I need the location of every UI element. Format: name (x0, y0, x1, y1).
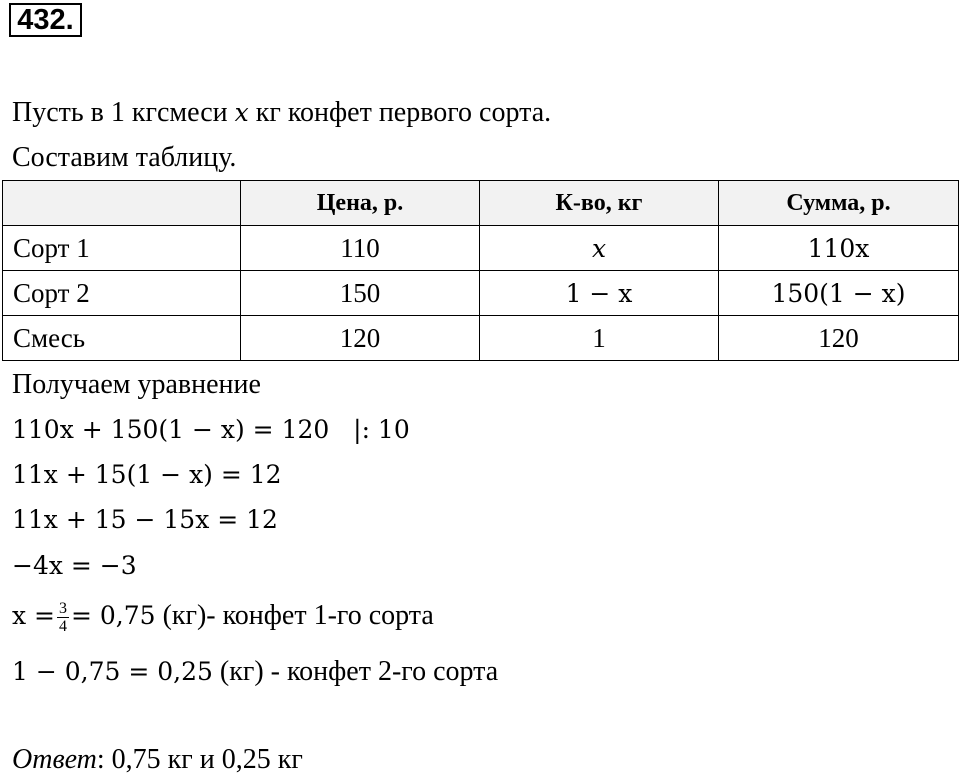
row-name: Смесь (3, 316, 241, 361)
row-sum: 120 (719, 316, 959, 361)
table-header-price: Цена, р. (241, 181, 480, 226)
answer-text: : 0,75 кг и 0,25 кг (96, 744, 303, 775)
row-qty-value: 1 − x (565, 278, 633, 308)
row-qty (480, 271, 719, 316)
equation-1-note: |: 10 (353, 415, 410, 444)
equation-1 (12, 414, 410, 446)
equation-1-body: 110x + 150(1 − x) = 120 (12, 415, 330, 444)
equation-5-text: (кг)- конфет 1-го сорта (155, 600, 434, 631)
row-price: 110 (241, 226, 480, 271)
intro-text-before: Пусть в 1 кгсмеси (12, 97, 235, 128)
table-header-qty: К-во, кг (480, 181, 719, 226)
table-row (3, 226, 959, 271)
intro-text-after: кг конфет первого сорта. (248, 97, 552, 128)
row-qty-value: x (591, 233, 607, 263)
row-price: 120 (241, 316, 480, 361)
answer-label: Ответ (12, 744, 97, 775)
equation-6 (12, 656, 498, 688)
table-row (3, 271, 959, 316)
row-sum (719, 226, 959, 271)
row-price: 150 (241, 271, 480, 316)
table-header-empty (3, 181, 241, 226)
fraction (57, 600, 69, 635)
fraction-denominator: 4 (59, 618, 67, 636)
answer-line (12, 744, 303, 776)
equation-intro: Получаем уравнение (12, 369, 261, 400)
fraction-numerator: 3 (59, 600, 67, 618)
row-qty (480, 226, 719, 271)
equation-6-text: (кг) - конфет 2-го сорта (212, 656, 499, 687)
row-name: Сорт 2 (3, 271, 241, 316)
table-intro: Составим таблицу. (12, 142, 237, 173)
equation-2: 11x + 15(1 − x) = 12 (12, 460, 282, 489)
table-row (3, 316, 959, 361)
data-table (2, 180, 959, 361)
equation-5-lhs: x = (12, 601, 55, 630)
equation-3: 11x + 15 − 15x = 12 (12, 505, 278, 534)
equation-5 (12, 600, 434, 635)
equation-6-body: 1 − 0,75 = 0,25 (12, 657, 213, 686)
row-qty: 1 (480, 316, 719, 361)
intro-variable: x (234, 98, 249, 127)
problem-number: 432. (9, 3, 82, 37)
row-sum-value: 150(1 − x) (771, 278, 906, 308)
intro-line (12, 97, 551, 129)
row-name: Сорт 1 (3, 226, 241, 271)
table-header-sum: Сумма, р. (719, 181, 959, 226)
equation-4: −4x = −3 (12, 551, 137, 580)
row-sum (719, 271, 959, 316)
row-sum-value: 110x (807, 233, 870, 263)
table-header-row (3, 181, 959, 226)
equation-5-rhs: = 0,75 (71, 601, 156, 630)
